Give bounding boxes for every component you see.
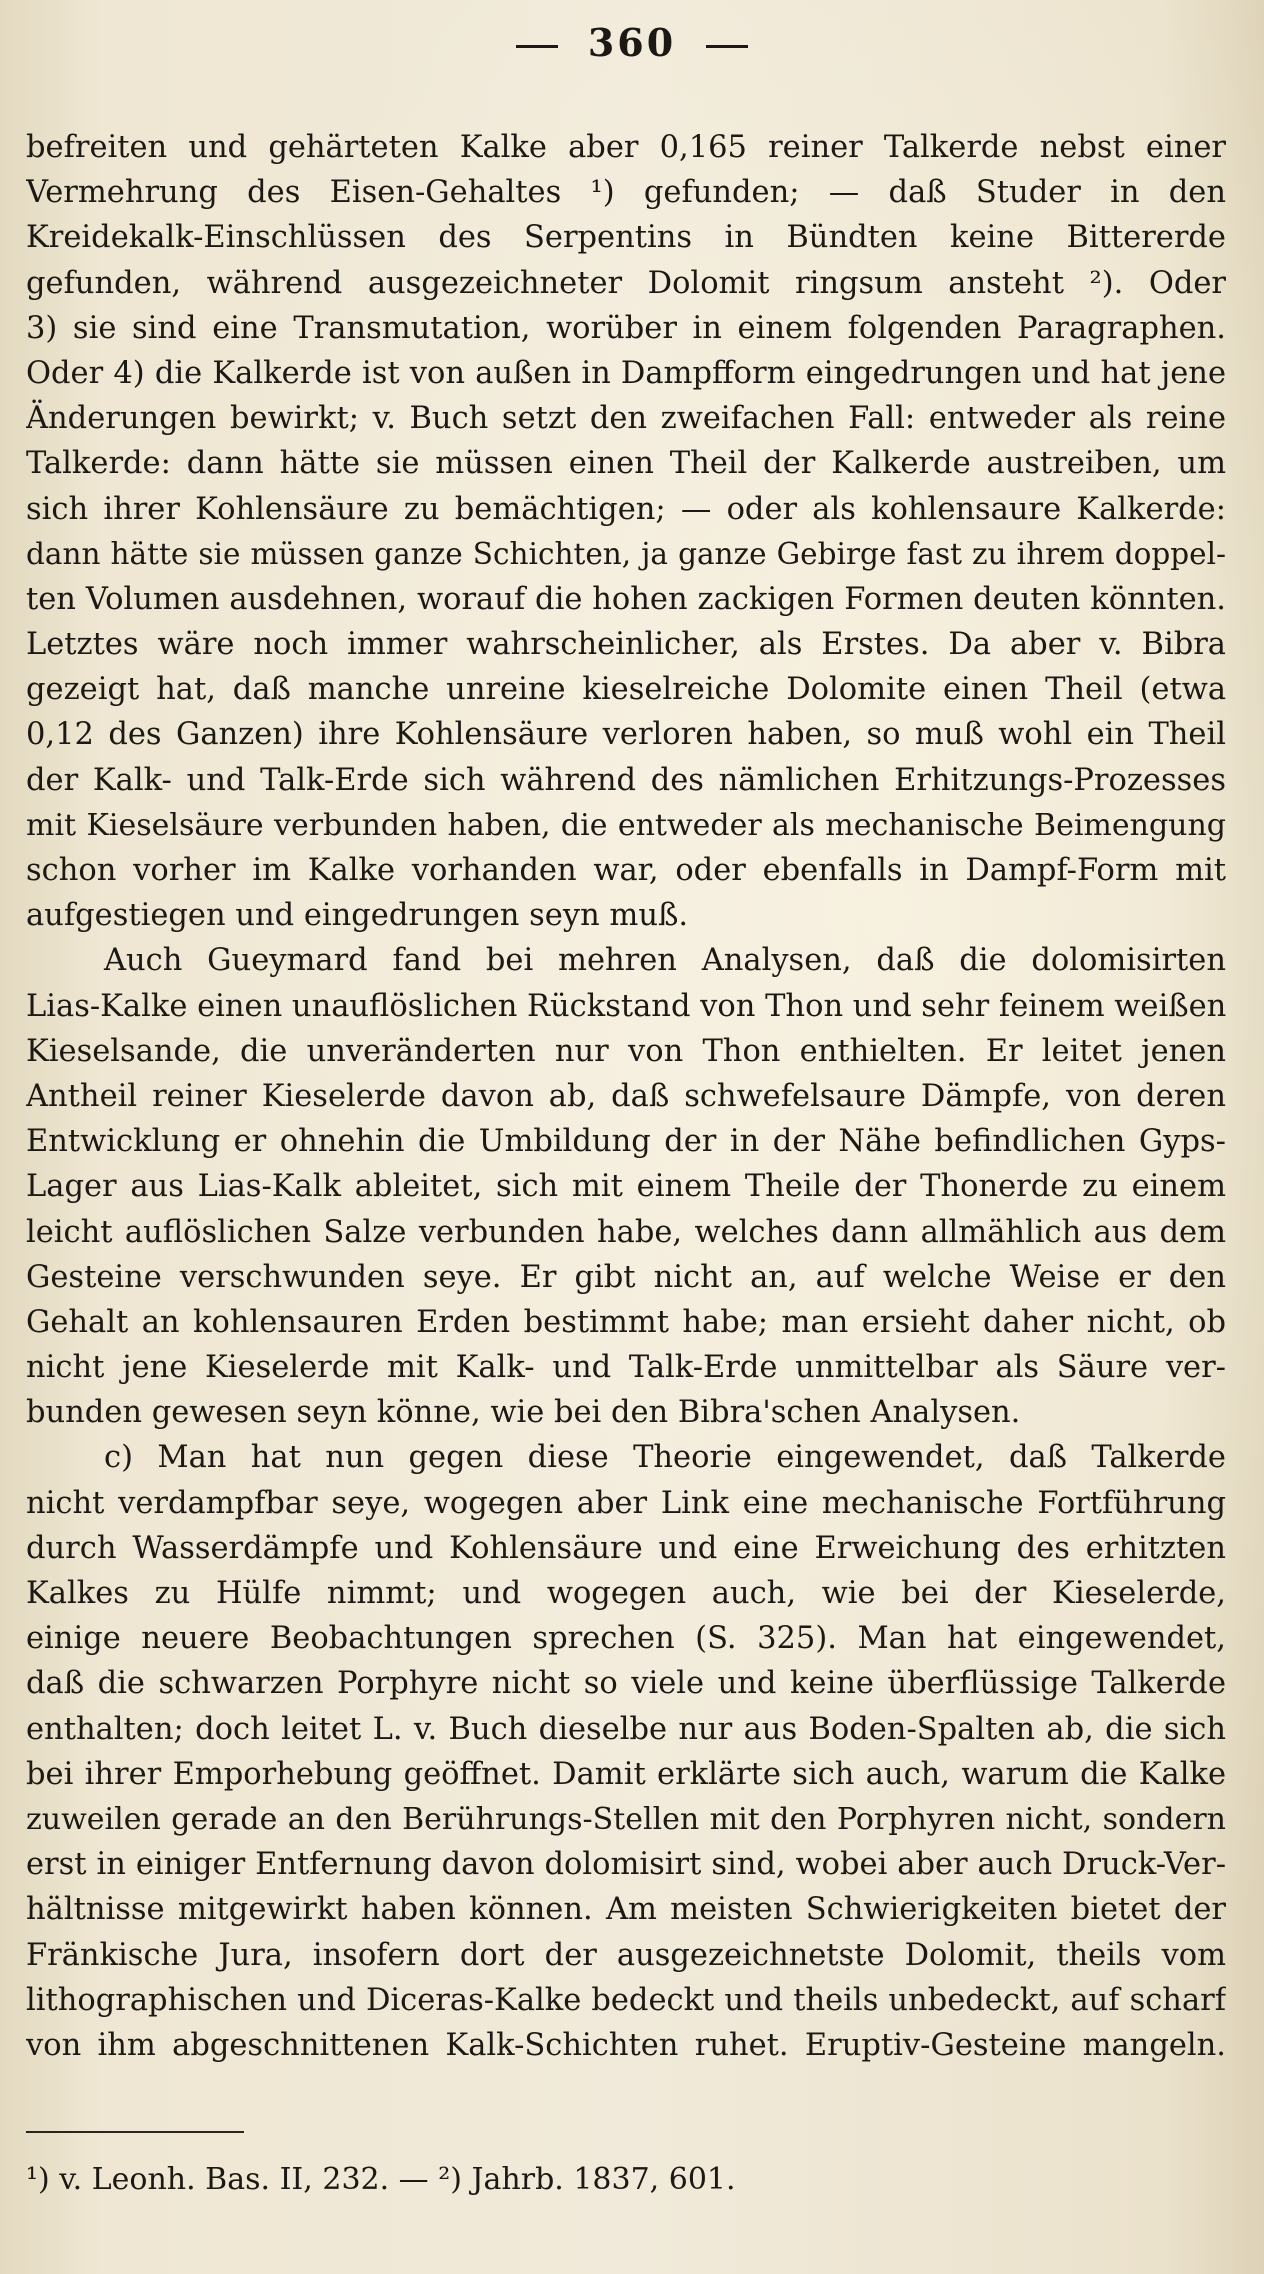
text-line: schon vorher im Kalke vorhanden war, oder ebenfalls in Dampf-Form mit (26, 853, 1226, 888)
text-line: Oder 4) die Kalkerde ist von außen in Dampfform eingedrungen und hat jene (26, 355, 1226, 391)
text-line: leicht auflöslichen Salze verbunden habe, welches dann allmählich aus dem (26, 1214, 1226, 1250)
text-line: lithographischen und Diceras-Kalke bedeckt und theils unbedeckt, auf scharf (26, 1982, 1226, 2018)
text-line: dann hätte sie müssen ganze Schichten, ja ganze Gebirge fast zu ihrem doppel- (26, 536, 1226, 571)
text-line: Lager aus Lias-Kalk ableitet, sich mit einem Theile der Thonerde zu einem (26, 1169, 1226, 1205)
text-line: Antheil reiner Kieselerde davon ab, daß schwefelsaure Dämpfe, von deren (26, 1078, 1226, 1114)
text-line: erst in einiger Entfernung davon dolomisirt sind, wobei aber auch Druck-Ver- (26, 1847, 1226, 1883)
text-line: Kreidekalk-Einschlüssen des Serpentins in Bündten keine Bittererde (26, 220, 1226, 256)
text-line: Entwicklung er ohnehin die Umbildung der in der Nähe befindlichen Gyps- (26, 1124, 1226, 1160)
text-line: Lias-Kalke einen unauflöslichen Rückstand von Thon und sehr feinem weißen (26, 988, 1226, 1024)
page-header (0, 20, 1264, 65)
text-line: befreiten und gehärteten Kalke aber 0,165 reiner Talkerde nebst einer (26, 130, 1226, 165)
text-line: Änderungen bewirkt; v. Buch setzt den zweifachen Fall: entweder als reine (26, 401, 1226, 437)
text-line: Auch Gueymard fand bei mehren Analysen, daß die dolomisirten (104, 943, 1226, 979)
text-line: daß die schwarzen Porphyre nicht so viele und keine überflüssige Talkerde (26, 1666, 1226, 1702)
text-line: bunden gewesen seyn könne, wie bei den Bibra'schen Analysen. (26, 1395, 1021, 1431)
text-line: gefunden, während ausgezeichneter Dolomit ringsum ansteht ²). Oder (26, 265, 1226, 301)
text-line: sich ihrer Kohlensäure zu bemächtigen; — oder als kohlensaure Kalkerde: (26, 491, 1226, 527)
header-dash-left (516, 45, 558, 48)
text-line: 3) sie sind eine Transmutation, worüber in einem folgenden Paragraphen. (26, 310, 1226, 346)
body-text (26, 125, 1226, 2068)
text-line: Kieselsande, die unveränderten nur von Thon enthielten. Er leitet jenen (26, 1033, 1226, 1069)
text-line: aufgestiegen und eingedrungen seyn muß. (26, 898, 689, 934)
footnote: ¹) v. Leonh. Bas. II, 232. — ²) Jahrb. 1837, 601. (26, 2162, 736, 2197)
text-line: zuweilen gerade an den Berührungs-Stellen mit den Porphyren nicht, sondern (26, 1801, 1226, 1837)
text-line: Vermehrung des Eisen-Gehaltes ¹) gefunden; — daß Studer in den (26, 175, 1226, 211)
text-line: c) Man hat nun gegen diese Theorie eingewendet, daß Talkerde (104, 1440, 1226, 1476)
header-dash-right (706, 45, 748, 48)
text-line: enthalten; doch leitet L. v. Buch dieselbe nur aus Boden-Spalten ab, die sich (26, 1711, 1226, 1747)
text-line: 0,12 des Ganzen) ihre Kohlensäure verloren haben, so muß wohl ein Theil (26, 717, 1226, 753)
text-line: der Kalk- und Talk-Erde sich während des nämlichen Erhitzungs-Prozesses (26, 762, 1226, 798)
text-line: Gehalt an kohlensauren Erden bestimmt habe; man ersieht daher nicht, ob (26, 1304, 1226, 1340)
text-line: Gesteine verschwunden seye. Er gibt nicht an, auf welche Weise er den (26, 1259, 1226, 1295)
text-line: Talkerde: dann hätte sie müssen einen Theil der Kalkerde austreiben, um (26, 446, 1226, 482)
text-line: von ihm abgeschnittenen Kalk-Schichten ruhet. Eruptiv-Gesteine mangeln. (26, 2027, 1226, 2063)
text-line: Kalkes zu Hülfe nimmt; und wogegen auch, wie bei der Kieselerde, (26, 1576, 1226, 1611)
page-number: 360 (587, 20, 677, 65)
text-line: mit Kieselsäure verbunden haben, die entweder als mechanische Beimengung (26, 807, 1226, 843)
text-line: einige neuere Beobachtungen sprechen (S. 325). Man hat eingewendet, (26, 1621, 1226, 1657)
text-line: gezeigt hat, daß manche unreine kieselreiche Dolomite einen Theil (etwa (26, 672, 1226, 708)
text-line: hältnisse mitgewirkt haben können. Am meisten Schwierigkeiten bietet der (26, 1892, 1226, 1928)
text-line: durch Wasserdämpfe und Kohlensäure und eine Erweichung des erhitzten (26, 1530, 1226, 1566)
footnote-divider (26, 2131, 244, 2133)
text-line: nicht jene Kieselerde mit Kalk- und Talk-Erde unmittelbar als Säure ver- (26, 1350, 1226, 1386)
text-line: bei ihrer Emporhebung geöffnet. Damit erklärte sich auch, warum die Kalke (26, 1756, 1226, 1792)
text-line: nicht verdampfbar seye, wogegen aber Link eine mechanische Fortführung (26, 1485, 1226, 1521)
text-line: Fränkische Jura, insofern dort der ausgezeichnetste Dolomit, theils vom (26, 1937, 1226, 1973)
text-line: ten Volumen ausdehnen, worauf die hohen zackigen Formen deuten könnten. (26, 581, 1226, 617)
text-line: Letztes wäre noch immer wahrscheinlicher, als Erstes. Da aber v. Bibra (26, 627, 1226, 663)
